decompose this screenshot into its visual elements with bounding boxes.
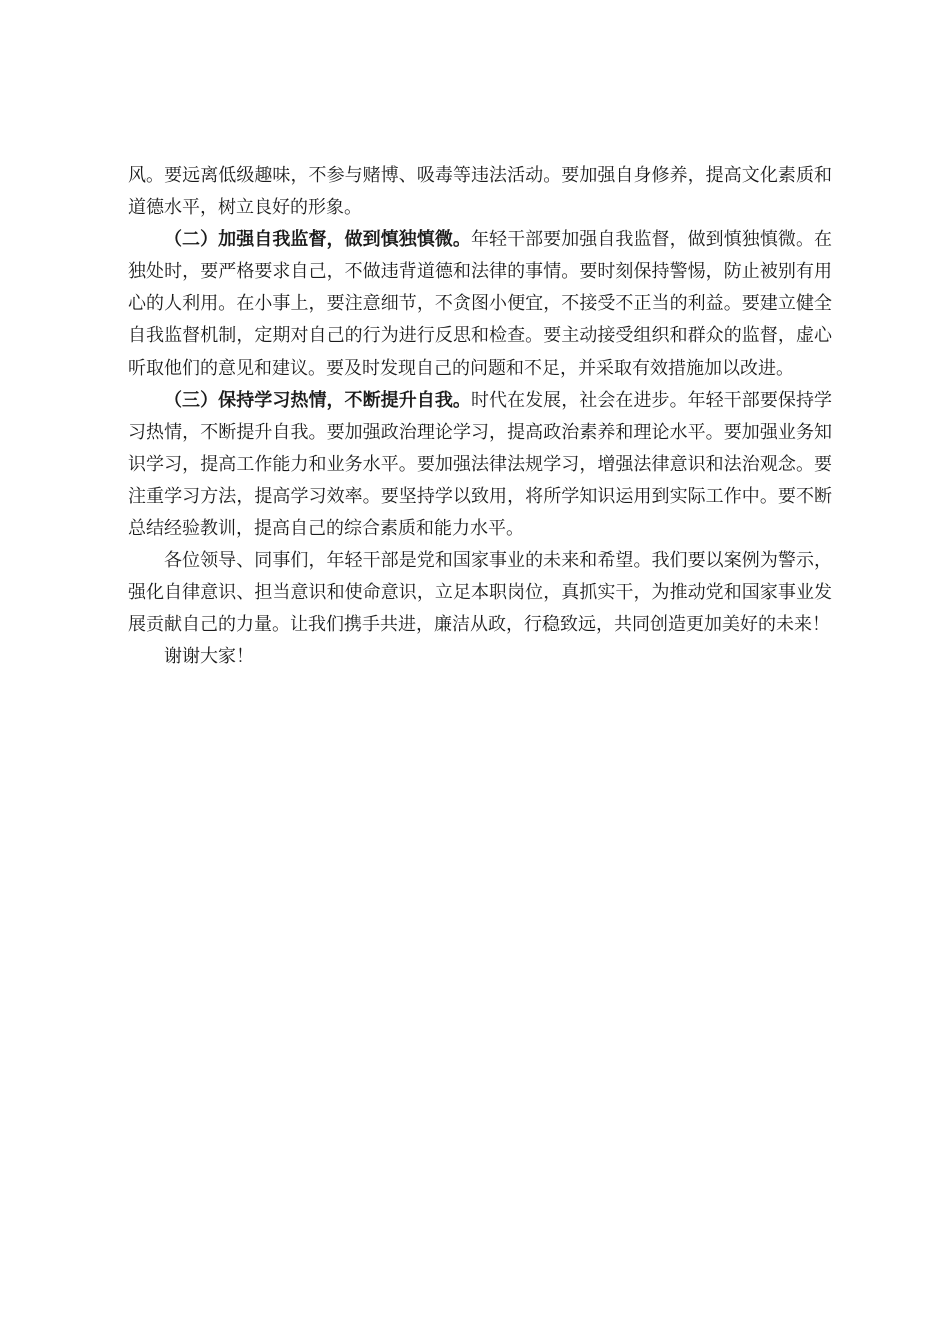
paragraph-thanks: 谢谢大家！ [164, 646, 254, 668]
section-2-heading: （二）加强自我监督，做到慎独慎微。 [164, 229, 471, 251]
paragraph-section-3 [128, 385, 832, 545]
paragraph-continuation: 风。要远离低级趣味，不参与赌博、吸毒等违法活动。要加强自身修养，提高文化素质和道德水平，树立良好的形象。 [128, 165, 832, 219]
paragraph-section-2 [128, 224, 832, 384]
document-body [128, 160, 832, 674]
section-3-body: 时代在发展，社会在进步。年轻干部要保持学习热情，不断提升自我。要加强政治理论学习，提高政治素养和理论水平。要加强业务知识学习，提高工作能力和业务水平。要加强法律法规学习，增强法律意识和法治观念。要注重学习方法，提高学习效率。要坚持学以致用，将所学知识运用到实际工作中。要不断总结经验教训，提高自己的综合素质和能力水平。 [128, 389, 833, 540]
section-2-body: 年轻干部要加强自我监督，做到慎独慎微。在独处时，要严格要求自己，不做违背道德和法律的事情。要时刻保持警惕，防止被别有用心的人利用。在小事上，要注意细节，不贪图小便宜，不接受不正当的利益。要建立健全自我监督机制，定期对自己的行为进行反思和检查。要主动接受组织和群众的监督，虚心听取他们的意见和建议。要及时发现自己的问题和不足，并采取有效措施加以改进。 [128, 229, 833, 379]
section-3-heading: （三）保持学习热情，不断提升自我。 [164, 389, 471, 411]
paragraph-closing: 各位领导、同事们，年轻干部是党和国家事业的未来和希望。我们要以案例为警示，强化自律意识、担当意识和使命意识，立足本职岗位，真抓实干，为推动党和国家事业发展贡献自己的力量。让我们携手共进，廉洁从政，行稳致远，共同创造更加美好的未来！ [128, 550, 832, 636]
